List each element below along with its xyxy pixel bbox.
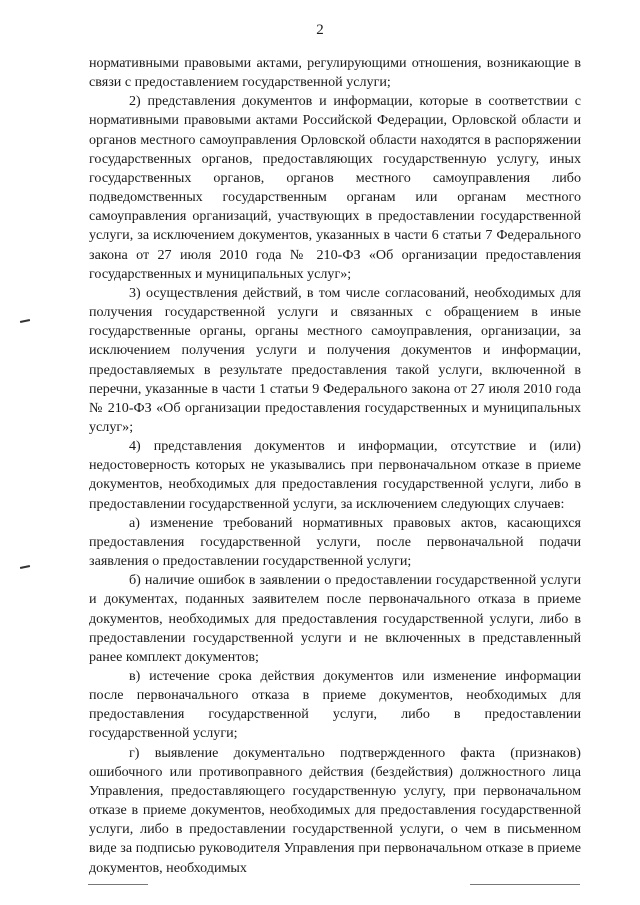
page-number: 2 [316, 22, 324, 38]
paragraph-item-2: 2) представления документов и информации, которые в соответствии с нормативными правовыми актами Российской Федерации, Орловской области и органов местного самоуправления Орловской области находятся в распоряжении государственных органов, предоставляющих государственную услугу, иных государственных органов, органов местного самоуправления либо подведомственных государственным органам или органам местного самоуправления организаций, участвующих в предоставлении государственной услуги, за исключением документов, указанных в части 6 статьи 7 Федерального закона от 27 июля 2010 года № 210-ФЗ «Об организации предоставления государственных и муниципальных услуг»; [89, 93, 581, 282]
paragraph-subitem-b: б) наличие ошибок в заявлении о предоставлении государственной услуги и документах, поданных заявителем после первоначального отказа в приеме документов, необходимых для предоставления государственной услуги, либо в предоставлении государственной услуги и не включенных в представленный ранее комплект документов; [89, 572, 581, 665]
paragraph-item-3: 3) осуществления действий, в том числе согласований, необходимых для получения государственной услуги и связанных с обращением в иные государственные органы, органы местного самоуправления, организации, за исключением получения услуги и получения документов и информации, предоставляемых в результате предоставления такой услуги, включенной в перечни, указанные в части 1 статьи 9 Федерального закона от 27 июля 2010 года № 210-ФЗ «Об организации предоставления государственных и муниципальных услуг»; [89, 284, 581, 435]
paragraph-subitem-v: в) истечение срока действия документов или изменение информации после первоначального отказа в приеме документов, необходимых для предоставления государственной услуги, либо в предоставлении государственной услуги; [89, 668, 581, 742]
footer-rule-right [470, 884, 580, 885]
paragraph-subitem-a: а) изменение требований нормативных правовых актов, касающихся предоставления государственной услуги, после первоначальной подачи заявления о предоставлении государственной услуги; [89, 514, 581, 570]
footer-rule-left [88, 884, 148, 885]
margin-dash-mark [20, 565, 30, 569]
paragraph-continuation: нормативными правовыми актами, регулирующими отношения, возникающие в связи с предоставлением государственной услуги; [89, 55, 581, 91]
document-body [89, 54, 581, 878]
paragraph-subitem-g: г) выявление документально подтвержденного факта (признаков) ошибочного или противоправного действия (бездействия) должностного лица Управления, предоставляющего государственную услугу, при первоначальном отказе в приеме документов, необходимых для предоставления государственной услуги, либо в предоставлении государственной услуги, о чем в письменном виде за подписью руководителя Управления при первоначальном отказе в приеме документов, необходимых [89, 744, 581, 876]
paragraph-item-4: 4) представления документов и информации, отсутствие и (или) недостоверность которых не указывались при первоначальном отказе в приеме документов, необходимых для предоставления государственной услуги, либо в предоставлении государственной услуги, за исключением следующих случаев: [89, 438, 581, 512]
margin-dash-mark [20, 319, 30, 323]
